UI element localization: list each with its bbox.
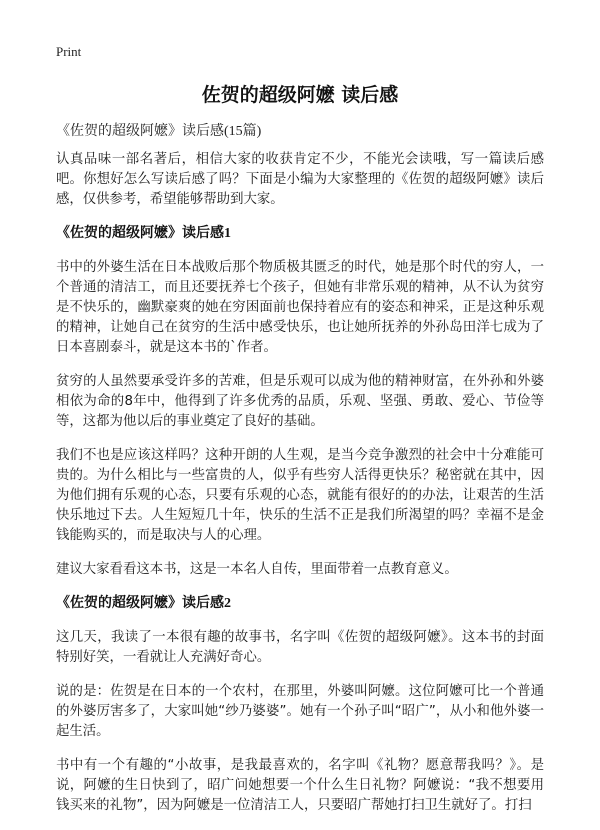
section-heading-2: 《佐贺的超级阿嬷》读后感2 [56, 596, 231, 611]
section-1-paragraph: 书中的外婆生活在日本战败后那个物质极其匮乏的时代，她是那个时代的穷人，一个普通的清洁工，而且还要抚养七个孩子，但她有非常乐观的精神，从不认为贫穷是不快乐的，幽默豪爽的她在穷困面前也保持着应有的姿态和神采，正是这种乐观的精神，让她自己在贫穷的生活中感受快乐，也让她所抚养的外孙岛田洋七成为了日本喜剧泰斗，就是这本书的`作者。 [56, 260, 544, 355]
section-2-paragraph: 说的是：佐贺是在日本的一个农村，在那里，外婆叫阿嬷。这位阿嬷可比一个普通的外婆厉害多了，大家叫她“纱乃婆婆”。她有一个孙子叫“昭广”，从小和他外婆一起生活。 [56, 684, 544, 739]
section-2-paragraph: 书中有一个有趣的“小故事，是我最喜欢的，名字叫《礼物？愿意帮我吗？》。是说，阿嬷的生日快到了，昭广问她想要一个什么生日礼物？阿嬷说：“我不想要用钱买来的礼物”，因为阿嬷是一位清洁工人，只要昭广帮她打扫卫生就好了。打扫 [56, 758, 544, 813]
article-body [56, 150, 544, 830]
section-heading-1: 《佐贺的超级阿嬷》读后感1 [56, 226, 231, 241]
section-1-paragraph: 贫穷的人虽然要承受许多的苦难，但是乐观可以成为他的精神财富，在外孙和外婆相依为命的8年中，他得到了许多优秀的品质，乐观、坚强、勇敢、爱心、节俭等等，这都为他以后的事业奠定了良好的基础。 [56, 374, 544, 429]
section-1-paragraph: 我们不也是应该这样吗？这种开朗的人生观，是当今竞争激烈的社会中十分难能可贵的。为什么相比与一些富贵的人，似乎有些穷人活得更快乐？秘密就在其中，因为他们拥有乐观的心态，只要有乐观的心态，就能有很好的的办法，让艰苦的生活快乐地过下去。人生短短几十年，快乐的生活不正是我们所渴望的吗？幸福不是金钱能购买的，而是取决与人的心理。 [56, 448, 544, 543]
section-2-paragraph: 这几天，我读了一本很有趣的故事书，名字叫《佐贺的超级阿嬷》。这本书的封面特别好笑，一看就让人充满好奇心。 [56, 630, 544, 665]
section-1-paragraph: 建议大家看看这本书，这是一本名人自传，里面带着一点教育意义。 [56, 562, 458, 577]
intro-paragraph: 认真品味一部名著后，相信大家的收获肯定不少，不能光会读哦，写一篇读后感吧。你想好怎么写读后感了吗？下面是小编为大家整理的《佐贺的超级阿嬷》读后感，仅供参考，希望能够帮助到大家。 [56, 152, 544, 207]
page-subtitle: 《佐贺的超级阿嬷》读后感(15篇) [56, 124, 262, 139]
print-label[interactable]: Print [56, 44, 82, 59]
page-title: 佐贺的超级阿嬷 读后感 [201, 84, 399, 106]
